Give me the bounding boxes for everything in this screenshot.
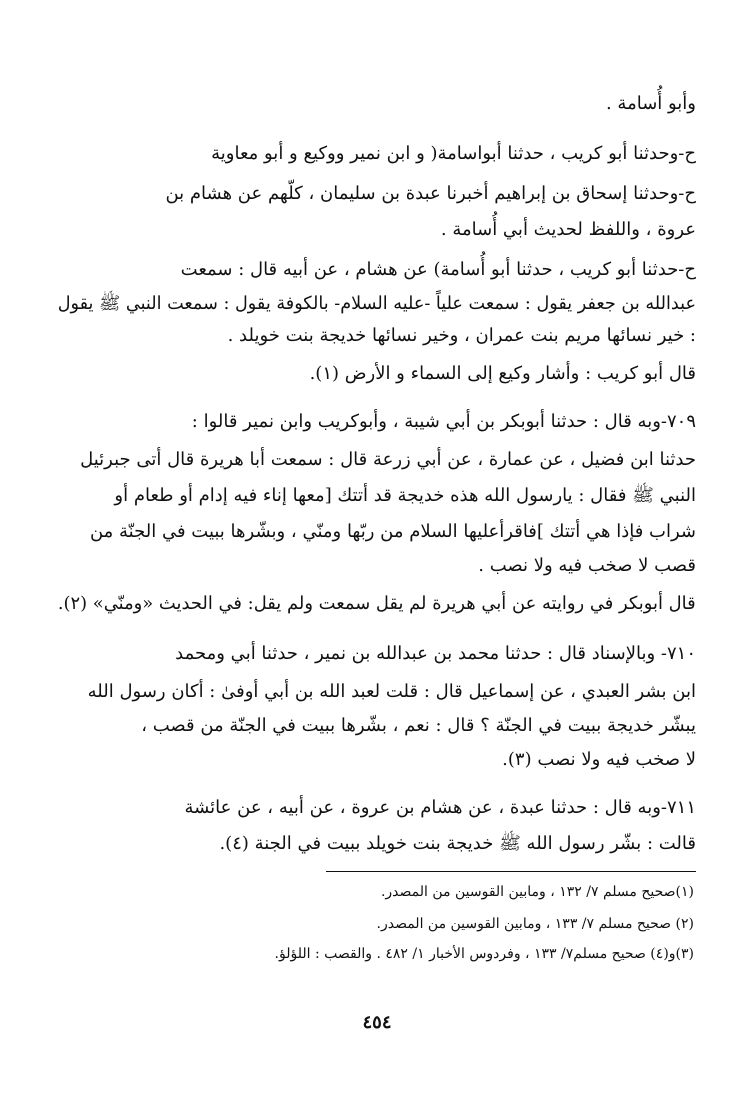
text-line: النبي ﷺ فقال : يارسول الله هذه خديجة قد أتتك [معها إناء فيه إدام أو طعام أو — [114, 485, 696, 506]
text-line: عبدالله بن جعفر يقول : سمعت علياً -عليه السلام- بالكوفة يقول : سمعت النبي ﷺ يقول — [57, 293, 696, 314]
text-line: : خير نسائها مريم بنت عمران ، وخير نسائها خديجة بنت خويلد . — [227, 325, 696, 346]
hadith-711-line: ٧١١-وبه قال : حدثنا عبدة ، عن هشام بن عروة ، عن أبيه ، عن عائشة — [184, 797, 696, 818]
text-line: قصب لا صخب فيه ولا نصب . — [478, 555, 696, 576]
footnote-divider — [326, 871, 696, 872]
text-line: لا صخب فيه ولا نصب (٣). — [502, 749, 696, 770]
text-line: شراب فإذا هي أتتك ]فاقرأعليها السلام من ربّها ومنّي ، وبشّرها ببيت في الجنّة من — [89, 521, 696, 542]
page-number: ٤٥٤ — [362, 1012, 392, 1033]
text-line: ح-وحدثنا أبو كريب ، حدثنا أبواسامة( و ابن نمير ووكيع و أبو معاوية — [211, 143, 696, 164]
text-line: ح-حدثنا أبو كريب ، حدثنا أبو أُسامة) عن هشام ، عن أبيه قال : سمعت — [180, 259, 696, 280]
text-line: يبشّر خديجة ببيت في الجنّة ؟ قال : نعم ، بشّرها ببيت في الجنّة من قصب ، — [141, 715, 696, 736]
text-line: وأبو أُسامة . — [605, 93, 696, 114]
text-line: قال أبو كريب : وأشار وكيع إلى السماء و الأرض (١). — [309, 363, 696, 384]
hadith-709-line: ٧٠٩-وبه قال : حدثنا أبوبكر بن أبي شيبة ، وأبوكريب وابن نمير قالوا : — [191, 411, 696, 432]
text-line: ابن بشر العبدي ، عن إسماعيل قال : قلت لعبد الله بن أبي أوفىٰ : أكان رسول الله — [87, 681, 696, 702]
text-line: عروة ، واللفظ لحديث أبي أُسامة . — [440, 219, 696, 240]
text-line: قال أبوبكر في روايته عن أبي هريرة لم يقل سمعت ولم يقل: في الحديث «ومنّي» (٢). — [58, 593, 696, 614]
footnote: (١)صحيح مسلم ٧/ ١٣٢ ، ومابين القوسين من المصدر. — [380, 884, 694, 900]
hadith-710-line: ٧١٠- وبالإسناد قال : حدثنا محمد بن عبدالله بن نمير ، حدثنا أبي ومحمد — [175, 643, 696, 664]
footnote: (٢) صحيح مسلم ٧/ ١٣٣ ، ومابين القوسين من المصدر. — [376, 916, 694, 932]
text-line: قالت : بشّر رسول الله ﷺ خديجة بنت خويلد ببيت في الجنة (٤). — [219, 833, 696, 854]
footnote: (٣)و(٤) صحيح مسلم٧/ ١٣٣ ، وفردوس الأخبار ١/ ٤٨٢ . والقصب : اللؤلؤ. — [274, 946, 694, 962]
text-line: حدثنا ابن فضيل ، عن عمارة ، عن أبي زرعة قال : سمعت أبا هريرة قال أتى جبرئيل — [80, 449, 696, 470]
text-line: ح-وحدثنا إسحاق بن إبراهيم أخبرنا عبدة بن سليمان ، كلّهم عن هشام بن — [165, 183, 696, 204]
